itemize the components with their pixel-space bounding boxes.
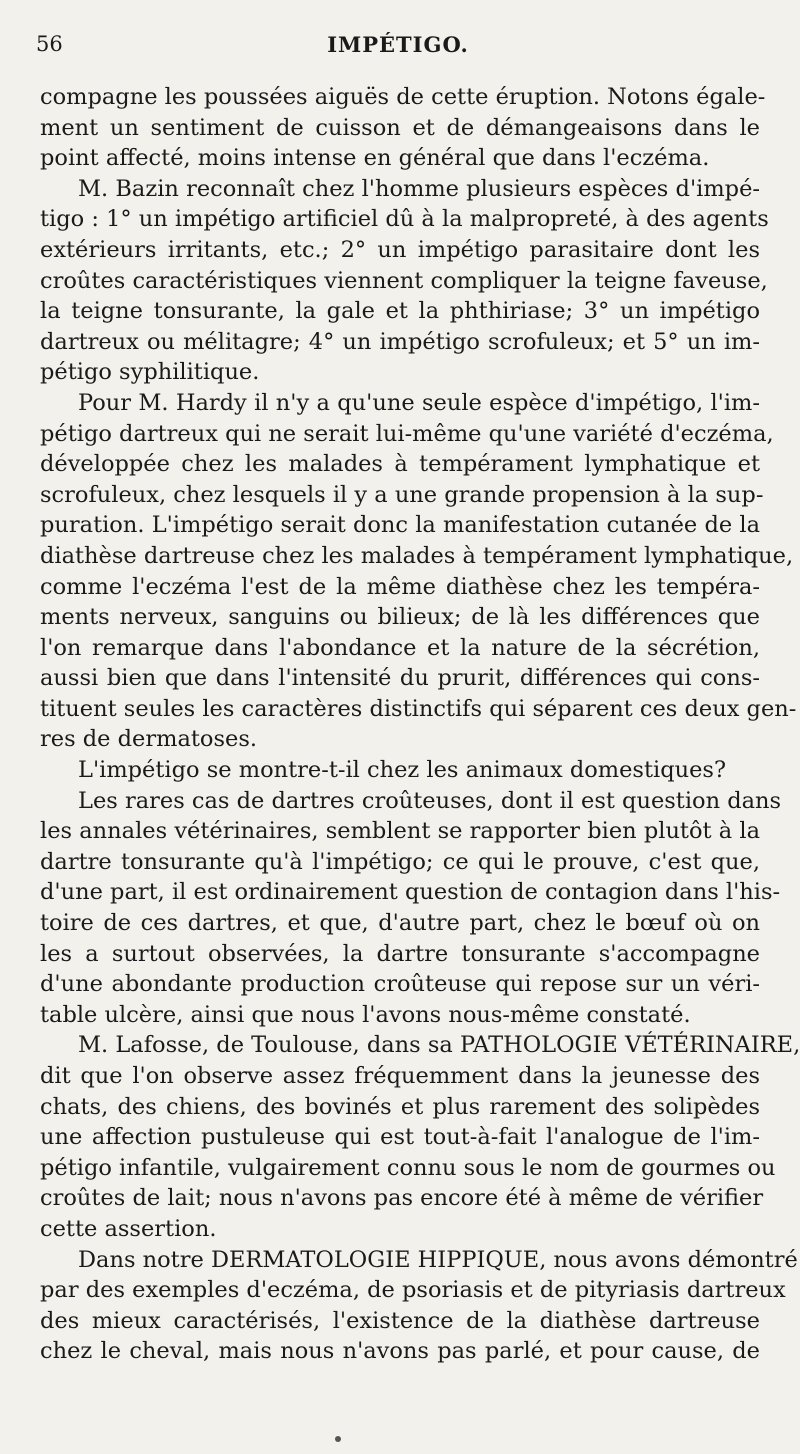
text-line: tituent seules les caractères distinctifs qui séparent ces deux gen- (40, 695, 797, 722)
ink-spot (335, 1436, 341, 1442)
text-line: pétigo infantile, vulgairement connu sous le nom de gourmes ou (40, 1154, 776, 1181)
text-line: scrofuleux, chez lesquels il y a une grande propension à la sup- (40, 481, 764, 508)
text-line: diathèse dartreuse chez les malades à tempérament lymphatique, (40, 542, 794, 569)
text-line: dartre tonsurante qu'à l'impétigo; ce qui le prouve, c'est que, (40, 848, 760, 875)
text-line: extérieurs irritants, etc.; 2° un impétigo parasitaire dont les (40, 236, 760, 263)
body-text (40, 82, 800, 1367)
text-line: puration. L'impétigo serait donc la manifestation cutanée de la (40, 512, 760, 539)
text-line: toire de ces dartres, et que, d'autre part, chez le bœuf où on (40, 910, 760, 937)
text-line: compagne les poussées aiguës de cette éruption. Notons égale- (40, 84, 766, 110)
text-line: point affecté, moins intense en général que dans l'eczéma. (40, 145, 710, 172)
text-line: par des exemples d'eczéma, de psoriasis et de pityriasis dartreux (40, 1277, 786, 1304)
text-line: croûtes de lait; nous n'avons pas encore été à même de vérifier (40, 1185, 764, 1212)
text-line: les annales vétérinaires, semblent se rapporter bien plutôt à la (40, 818, 760, 845)
text-line: une affection pustuleuse qui est tout-à-fait l'analogue de l'im- (40, 1124, 760, 1151)
text-line: tigo : 1° un impétigo artificiel dû à la malpropreté, à des agents (40, 206, 769, 233)
text-line: Les rares cas de dartres croûteuses, dont il est question dans (78, 787, 782, 814)
text-line: res de dermatoses. (40, 726, 258, 753)
text-line: dit que l'on observe assez fréquemment dans la jeunesse des (40, 1063, 760, 1089)
text-line: chats, des chiens, des bovinés et plus rarement des solipèdes (40, 1093, 760, 1120)
text-line: pétigo dartreux qui ne serait lui-même qu'une variété d'eczéma, (40, 420, 774, 447)
text-line: comme l'eczéma l'est de la même diathèse chez les tempéra- (40, 573, 760, 600)
text-line: table ulcère, ainsi que nous l'avons nous-même constaté. (40, 1001, 691, 1028)
text-line: dartreux ou mélitagre; 4° un impétigo scrofuleux; et 5° un im- (40, 328, 760, 355)
text-line: développée chez les malades à tempérament lymphatique et (40, 451, 760, 478)
text-line: d'une abondante production croûteuse qui repose sur un véri- (40, 971, 760, 998)
text-line: des mieux caractérisés, l'existence de la diathèse dartreuse (40, 1307, 760, 1334)
text-line: ments nerveux, sanguins ou bilieux; de là les différences que (40, 604, 760, 631)
text-line: la teigne tonsurante, la gale et la phthiriase; 3° un impétigo (40, 298, 760, 325)
text-line: cette assertion. (40, 1215, 217, 1242)
text-line: croûtes caractéristiques viennent compliquer la teigne faveuse, (40, 267, 768, 294)
running-title: IMPÉTIGO. (327, 32, 469, 57)
page-number: 56 (36, 32, 63, 56)
text-line: aussi bien que dans l'intensité du prurit, différences qui cons- (40, 665, 760, 692)
text-line: Dans notre DERMATOLOGIE HIPPIQUE, nous avons démontré (78, 1246, 798, 1273)
text-line: pétigo syphilitique. (40, 359, 260, 386)
text-line: M. Bazin reconnaît chez l'homme plusieurs espèces d'impé- (78, 175, 760, 202)
text-line: d'une part, il est ordinairement question de contagion dans l'his- (40, 879, 781, 906)
text-line: M. Lafosse, de Toulouse, dans sa PATHOLOGIE VÉTÉRINAIRE, (78, 1032, 800, 1059)
text-line: ment un sentiment de cuisson et de démangeaisons dans le (40, 114, 760, 141)
text-line: Pour M. Hardy il n'y a qu'une seule espèce d'impétigo, l'im- (78, 389, 760, 416)
text-line: les a surtout observées, la dartre tonsurante s'accompagne (40, 940, 760, 967)
text-line: L'impétigo se montre-t-il chez les animaux domestiques? (78, 757, 727, 784)
page-header (36, 32, 760, 66)
text-line: chez le cheval, mais nous n'avons pas parlé, et pour cause, de (40, 1338, 760, 1365)
text-line: l'on remarque dans l'abondance et la nature de la sécrétion, (40, 634, 760, 661)
